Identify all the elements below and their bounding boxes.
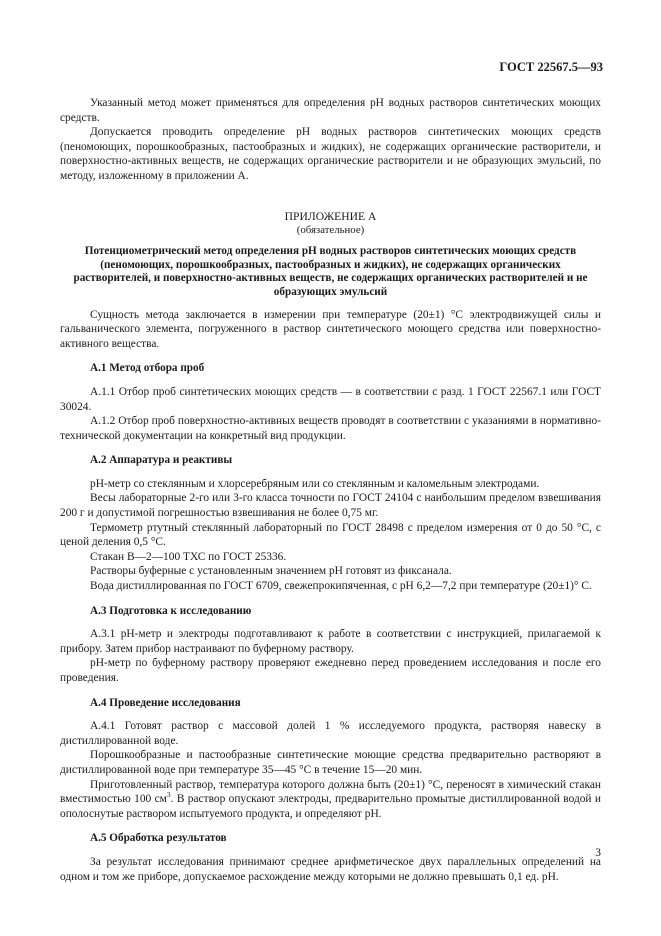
section-a4-paragraph-3-end: . В раствор опускают электроды, предварительно промытые дистиллированной водой и ополоснутые раствором испытуемого продукта, и определяют рН.	[60, 793, 601, 820]
section-a4-paragraph-3-start: Приготовленный раствор, температура которого должна быть (20±1) °С, переносят в химический стакан вместимостью 100 см	[60, 778, 601, 806]
document-code: ГОСТ 22567.5—93	[499, 60, 603, 74]
intro-paragraph-1: Указанный метод может применяться для определения рН водных растворов синтетических моющих средств.	[60, 97, 601, 124]
section-a1-paragraph-2: А.1.2 Отбор проб поверхностно-активных веществ проводят в соответствии с указаниями в нормативно-технической документации на конкретный вид продукции.	[60, 415, 601, 442]
section-a3-paragraph-1: А.3.1 рН-метр и электроды подготавливают к работе в соответствии с инструкцией, прилагаемой к прибору. Затем прибор настраивают по буферному раствору.	[60, 628, 601, 655]
section-a5-title: А.5 Обработка результатов	[90, 832, 227, 845]
section-a2-title: А.2 Аппаратура и реактивы	[90, 454, 233, 467]
appendix-title: ПРИЛОЖЕНИЕ А	[284, 209, 377, 223]
equipment-item: Термометр ртутный стеклянный лабораторный по ГОСТ 28498 с пределом измерения от 0 до 50 °С, с ценой деления 0,5 °С.	[60, 521, 601, 549]
equipment-item: рН-метр со стеклянным и хлорсеребряным или со стеклянным и каломельным электродами.	[90, 477, 540, 490]
appendix-subtitle: (обязательное)	[296, 224, 365, 237]
page-number: 3	[595, 847, 601, 859]
section-a1-paragraph-1: А.1.1 Отбор проб синтетических моющих средств — в соответствии с разд. 1 ГОСТ 22567.1 или ГОСТ 30024.	[60, 385, 601, 413]
section-a4-paragraph-3	[60, 778, 601, 822]
section-a4-paragraph-1: А.4.1 Готовят раствор с массовой долей 1 % исследуемого продукта, растворяя навеску в дистиллированной воде.	[60, 720, 601, 747]
section-a4-title: А.4 Проведение исследования	[90, 696, 241, 709]
intro-paragraph-2: Допускается проводить определение рН водных растворов синтетических моющих средств (пеномоющих, порошкообразных, пастообразных и жидких), не содержащих органические растворители, и поверхностно-активных веществ, не содержащих органические растворители и не образующих эмульсий, по методу, изложенному в приложении А.	[60, 126, 601, 182]
section-a3-paragraph-2: рН-метр по буферному раствору проверяют ежедневно перед проведением исследования и после его проведения.	[60, 657, 601, 684]
cubic-superscript: 3	[166, 790, 171, 800]
section-a3-title: А.3 Подготовка к исследованию	[90, 604, 252, 617]
page-content	[60, 96, 601, 884]
equipment-item: Растворы буферные с установленным значением рН готовят из фиксанала.	[90, 565, 452, 578]
section-a4-paragraph-2: Порошкообразные и пастообразные синтетические моющие средства предварительно растворяют в дистиллированной воде при температуре 35—45 °С в течение 15—20 мин.	[60, 749, 601, 776]
equipment-item: Вода дистиллированная по ГОСТ 6709, свежепрокипяченная, с рН 6,2—7,2 при температуре (20±1)° С.	[90, 580, 592, 593]
equipment-item: Весы лабораторные 2-го или 3-го класса точности по ГОСТ 24104 с наибольшим пределом взвешивания 200 г и допустимой погрешностью взвешивания не более 0,75 мг.	[60, 492, 601, 520]
method-essence-paragraph: Сущность метода заключается в измерении при температуре (20±1) °С электродвижущей силы и гальванического элемента, погруженного в раствор синтетического моющего средства или поверхностно-активного вещества.	[60, 308, 601, 350]
section-a5-paragraph-1: За результат исследования принимают среднее арифметическое двух параллельных определений на одном и том же приборе, допускаемое расхождение между которыми не должно превышать 0,1 ед. рН.	[60, 855, 601, 883]
equipment-item: Стакан В—2—100 ТХС по ГОСТ 25336.	[90, 550, 287, 563]
appendix-heading: Потенциометрический метод определения рН водных растворов синтетических моющих средств (пеномоющих, порошкообразных, пастообразных и жидких), не содержащих органических растворителей, и поверхностно-активных веществ, не содержащих органических растворителей и не образующих эмульсий	[73, 245, 588, 298]
section-a1-title: А.1 Метод отбора проб	[90, 362, 205, 375]
